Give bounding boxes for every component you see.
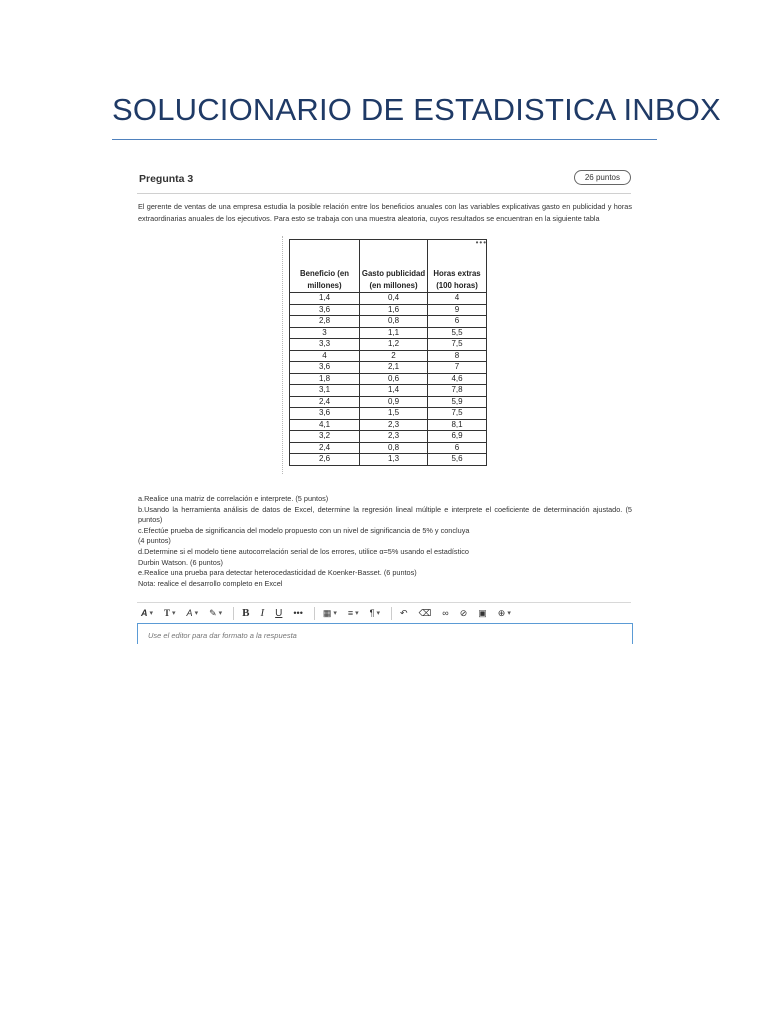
question-item: (4 puntos) [138, 536, 171, 546]
data-table [289, 239, 487, 466]
question-item: c.Efectúe prueba de significancia del modelo propuesto con un nivel de significancia de 5% y concluya [138, 525, 470, 535]
link-icon: ∞ [442, 608, 449, 618]
cell-gasto-publicidad: 0,8 [360, 316, 428, 328]
font-icon: A [186, 608, 193, 618]
question-label: Pregunta 3 [139, 173, 194, 185]
font-button[interactable] [183, 604, 203, 622]
table-button[interactable] [319, 604, 341, 622]
table-row [290, 408, 487, 420]
image-icon: ▣ [478, 607, 487, 618]
cell-gasto-publicidad: 1,3 [360, 454, 428, 466]
cell-gasto-publicidad: 2 [360, 350, 428, 362]
paragraph-style-button[interactable] [137, 604, 157, 622]
chevron-down-icon: ▾ [172, 610, 176, 617]
cell-horas-extras: 4 [428, 293, 487, 305]
chevron-down-icon: ▾ [507, 610, 511, 617]
cell-gasto-publicidad: 1,1 [360, 327, 428, 339]
cell-horas-extras: 5,9 [428, 396, 487, 408]
question-item: e.Realice una prueba para detectar heterocedasticidad de Koenker-Basset. (6 puntos) [138, 568, 417, 578]
chevron-down-icon: ▾ [333, 610, 337, 617]
cell-horas-extras: 6 [428, 442, 487, 454]
cell-gasto-publicidad: 0,8 [360, 442, 428, 454]
eraser-icon: ⌫ [418, 607, 432, 618]
cell-horas-extras: 7,8 [428, 385, 487, 397]
document-title: SOLUCIONARIO DE ESTADISTICA INBOX [112, 92, 721, 127]
data-table-container [282, 236, 491, 474]
cell-gasto-publicidad: 0,6 [360, 373, 428, 385]
link-button[interactable] [438, 604, 452, 622]
cell-horas-extras: 5,6 [428, 454, 487, 466]
cell-gasto-publicidad: 2,3 [360, 419, 428, 431]
cell-horas-extras: 8,1 [428, 419, 487, 431]
table-row [290, 373, 487, 385]
highlight-icon: ✎ [209, 607, 217, 618]
table-row [290, 339, 487, 351]
paragraph-button[interactable] [366, 604, 384, 622]
paint-icon: A [141, 608, 148, 618]
question-header [137, 167, 631, 194]
align-button[interactable] [344, 604, 363, 622]
table-row [290, 419, 487, 431]
table-row [290, 362, 487, 374]
question-item: Durbin Watson. (6 puntos) [138, 557, 223, 567]
question-item: b.Usando la herramienta análisis de datos de Excel, determine la regresión lineal múltiple e interprete el coeficiente de determinación ajustado. (5 puntos) [138, 504, 632, 525]
table-header-row [290, 240, 487, 293]
cell-horas-extras: 7,5 [428, 339, 487, 351]
cell-horas-extras: 6 [428, 316, 487, 328]
cell-horas-extras: 5,5 [428, 327, 487, 339]
table-row [290, 385, 487, 397]
cell-beneficio: 3 [290, 327, 360, 339]
cell-gasto-publicidad: 0,4 [360, 293, 428, 305]
cell-gasto-publicidad: 0,9 [360, 396, 428, 408]
chevron-down-icon: ▾ [149, 610, 154, 617]
cell-horas-extras: 8 [428, 350, 487, 362]
eraser-button[interactable] [415, 604, 436, 622]
table-menu-icon[interactable]: ••• [475, 238, 487, 247]
cell-beneficio: 3,3 [290, 339, 360, 351]
cell-beneficio: 2,4 [290, 442, 360, 454]
table-row [290, 431, 487, 443]
italic-button[interactable]: I [260, 607, 265, 619]
answer-editor[interactable] [137, 623, 633, 644]
cell-horas-extras: 9 [428, 304, 487, 316]
column-header-horas-extras: Horas extras (100 horas) [428, 240, 487, 293]
cell-gasto-publicidad: 1,4 [360, 385, 428, 397]
table-row [290, 304, 487, 316]
attach-button[interactable] [456, 604, 472, 622]
cell-beneficio: 3,6 [290, 362, 360, 374]
chevron-down-icon: ▾ [194, 610, 199, 617]
cell-beneficio: 3,2 [290, 431, 360, 443]
table-row [290, 454, 487, 466]
undo-button[interactable] [396, 604, 412, 622]
cell-beneficio: 2,4 [290, 396, 360, 408]
table-row [290, 350, 487, 362]
title-divider [112, 139, 657, 140]
toolbar-divider [391, 607, 392, 620]
cell-beneficio: 3,6 [290, 304, 360, 316]
column-header-gasto-publicidad: Gasto publicidad (en millones) [360, 240, 428, 293]
table-row [290, 293, 487, 305]
cell-gasto-publicidad: 1,5 [360, 408, 428, 420]
cell-horas-extras: 7,5 [428, 408, 487, 420]
cell-beneficio: 1,4 [290, 293, 360, 305]
attach-icon: ⊘ [459, 607, 468, 618]
image-button[interactable] [474, 604, 491, 622]
table-row [290, 442, 487, 454]
table-row [290, 396, 487, 408]
text-format-icon: T [164, 608, 171, 618]
table-row [290, 316, 487, 328]
column-header-beneficio: Beneficio (en millones) [290, 240, 360, 293]
chevron-down-icon: ▾ [376, 610, 381, 617]
question-text: El gerente de ventas de una empresa estudia la posible relación entre los beneficios anuales con las variables explicativas gasto en publicidad y horas extraordinarias anuales de los ejecutivos. Para esto se trabaja con una muestra aleatoria, cuyos resultados se encuentran en la siguiente tabla [138, 202, 632, 223]
cell-gasto-publicidad: 1,6 [360, 304, 428, 316]
more-button[interactable]: ••• [293, 608, 303, 618]
cell-beneficio: 4,1 [290, 419, 360, 431]
table-icon: ▦ [322, 607, 332, 618]
add-icon: ⊕ [497, 607, 506, 618]
undo-icon: ↶ [400, 607, 408, 618]
toolbar-divider [233, 607, 234, 620]
cell-gasto-publicidad: 1,2 [360, 339, 428, 351]
cell-gasto-publicidad: 2,1 [360, 362, 428, 374]
highlight-button[interactable] [205, 604, 226, 622]
bold-button[interactable]: B [242, 607, 250, 619]
chevron-down-icon: ▾ [355, 610, 359, 617]
cell-beneficio: 4 [290, 350, 360, 362]
table-row [290, 327, 487, 339]
cell-beneficio: 3,1 [290, 385, 360, 397]
cell-gasto-publicidad: 2,3 [360, 431, 428, 443]
add-button[interactable] [494, 604, 515, 622]
question-item: d.Determine si el modelo tiene autocorrelación serial de los errores, utilice α=5% usando el estadístico [138, 546, 469, 556]
underline-button[interactable]: U [275, 607, 283, 619]
chevron-down-icon: ▾ [218, 610, 223, 617]
text-format-button[interactable] [160, 604, 180, 622]
align-icon: ≡ [347, 608, 354, 618]
cell-beneficio: 2,8 [290, 316, 360, 328]
cell-beneficio: 3,6 [290, 408, 360, 420]
question-item: a.Realice una matriz de correlación e interprete. (5 puntos) [138, 494, 329, 503]
answer-input[interactable] [146, 630, 620, 641]
points-badge: 26 puntos [574, 170, 631, 185]
cell-horas-extras: 4,6 [428, 373, 487, 385]
cell-beneficio: 1,8 [290, 373, 360, 385]
toolbar-divider [314, 607, 315, 620]
paragraph-icon: ¶ [369, 608, 375, 618]
cell-beneficio: 2,6 [290, 454, 360, 466]
question-items [138, 494, 632, 589]
cell-horas-extras: 6,9 [428, 431, 487, 443]
editor-toolbar [137, 602, 631, 623]
cell-horas-extras: 7 [428, 362, 487, 374]
question-item: Nota: realice el desarrollo completo en Excel [138, 578, 283, 588]
